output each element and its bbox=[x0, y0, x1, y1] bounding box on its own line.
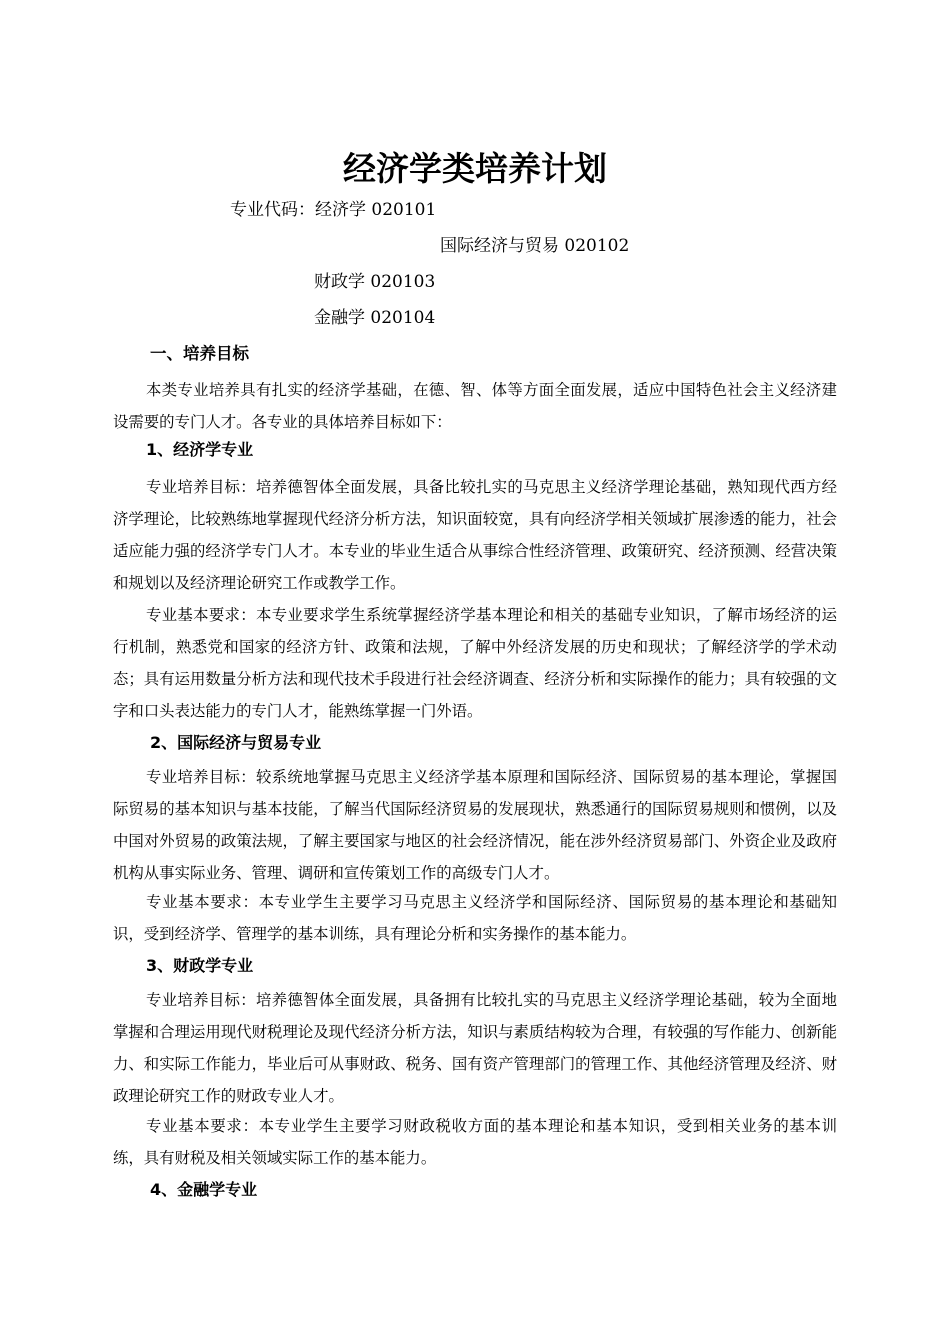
major-code-economics: 专业代码：经济学 020101 bbox=[230, 200, 437, 220]
intl-trade-goal-paragraph: 专业培养目标：较系统地掌握马克思主义经济学基本原理和国际经济、国际贸易的基本理论，掌握国际贸易的基本知识与基本技能，了解当代国际经济贸易的发展现状，熟悉通行的国际贸易规则和惯例，以及中国对外贸易的政策法规，了解主要国家与地区的社会经济情况，能在涉外经济贸易部门、外资企业及政府机构从事实际业务、管理、调研和宣传策划工作的高级专门人才。 bbox=[113, 768, 837, 882]
major-heading-public-finance: 3、财政学专业 bbox=[146, 956, 254, 975]
major-heading-finance: 4、金融学专业 bbox=[150, 1180, 258, 1199]
economics-requirement-paragraph: 专业基本要求：本专业要求学生系统掌握经济学基本理论和相关的基础专业知识，了解市场经济的运行机制，熟悉党和国家的经济方针、政策和法规，了解中外经济发展的历史和现状；了解经济学的学术动态；具有运用数量分析方法和现代技术手段进行社会经济调查、经济分析和实际操作的能力；具有较强的文字和口头表达能力的专门人才，能熟练掌握一门外语。 bbox=[113, 606, 837, 720]
public-finance-requirement-paragraph: 专业基本要求：本专业学生主要学习财政税收方面的基本理论和基本知识，受到相关业务的基本训练，具有财税及相关领域实际工作的基本能力。 bbox=[113, 1117, 837, 1167]
economics-goal-paragraph: 专业培养目标：培养德智体全面发展，具备比较扎实的马克思主义经济学理论基础，熟知现代西方经济学理论，比较熟练地掌握现代经济分析方法，知识面较宽，具有向经济学相关领域扩展渗透的能力，社会适应能力强的经济学专门人才。本专业的毕业生适合从事综合性经济管理、政策研究、经济预测、经营决策和规划以及经济理论研究工作或教学工作。 bbox=[113, 478, 837, 592]
page-title: 经济学类培养计划 bbox=[343, 149, 607, 188]
intl-trade-requirement-paragraph: 专业基本要求：本专业学生主要学习马克思主义经济学和国际经济、国际贸易的基本理论和基础知识，受到经济学、管理学的基本训练，具有理论分析和实务操作的基本能力。 bbox=[113, 893, 837, 943]
major-code-intl-trade: 国际经济与贸易 020102 bbox=[440, 236, 630, 256]
section-intro-paragraph: 本类专业培养具有扎实的经济学基础，在德、智、体等方面全面发展，适应中国特色社会主义经济建设需要的专门人才。各专业的具体培养目标如下： bbox=[113, 381, 837, 431]
major-heading-intl-trade: 2、国际经济与贸易专业 bbox=[150, 733, 322, 752]
public-finance-goal-paragraph: 专业培养目标：培养德智体全面发展，具备拥有比较扎实的马克思主义经济学理论基础，较为全面地掌握和合理运用现代财税理论及现代经济分析方法，知识与素质结构较为合理，有较强的写作能力、创新能力、和实际工作能力，毕业后可从事财政、税务、国有资产管理部门的管理工作、其他经济管理及经济、财政理论研究工作的财政专业人才。 bbox=[113, 991, 837, 1105]
major-code-public-finance: 财政学 020103 bbox=[314, 272, 436, 292]
major-code-finance: 金融学 020104 bbox=[314, 308, 436, 328]
major-heading-economics: 1、经济学专业 bbox=[146, 440, 254, 459]
section-heading-training-goals: 一、培养目标 bbox=[150, 344, 249, 363]
